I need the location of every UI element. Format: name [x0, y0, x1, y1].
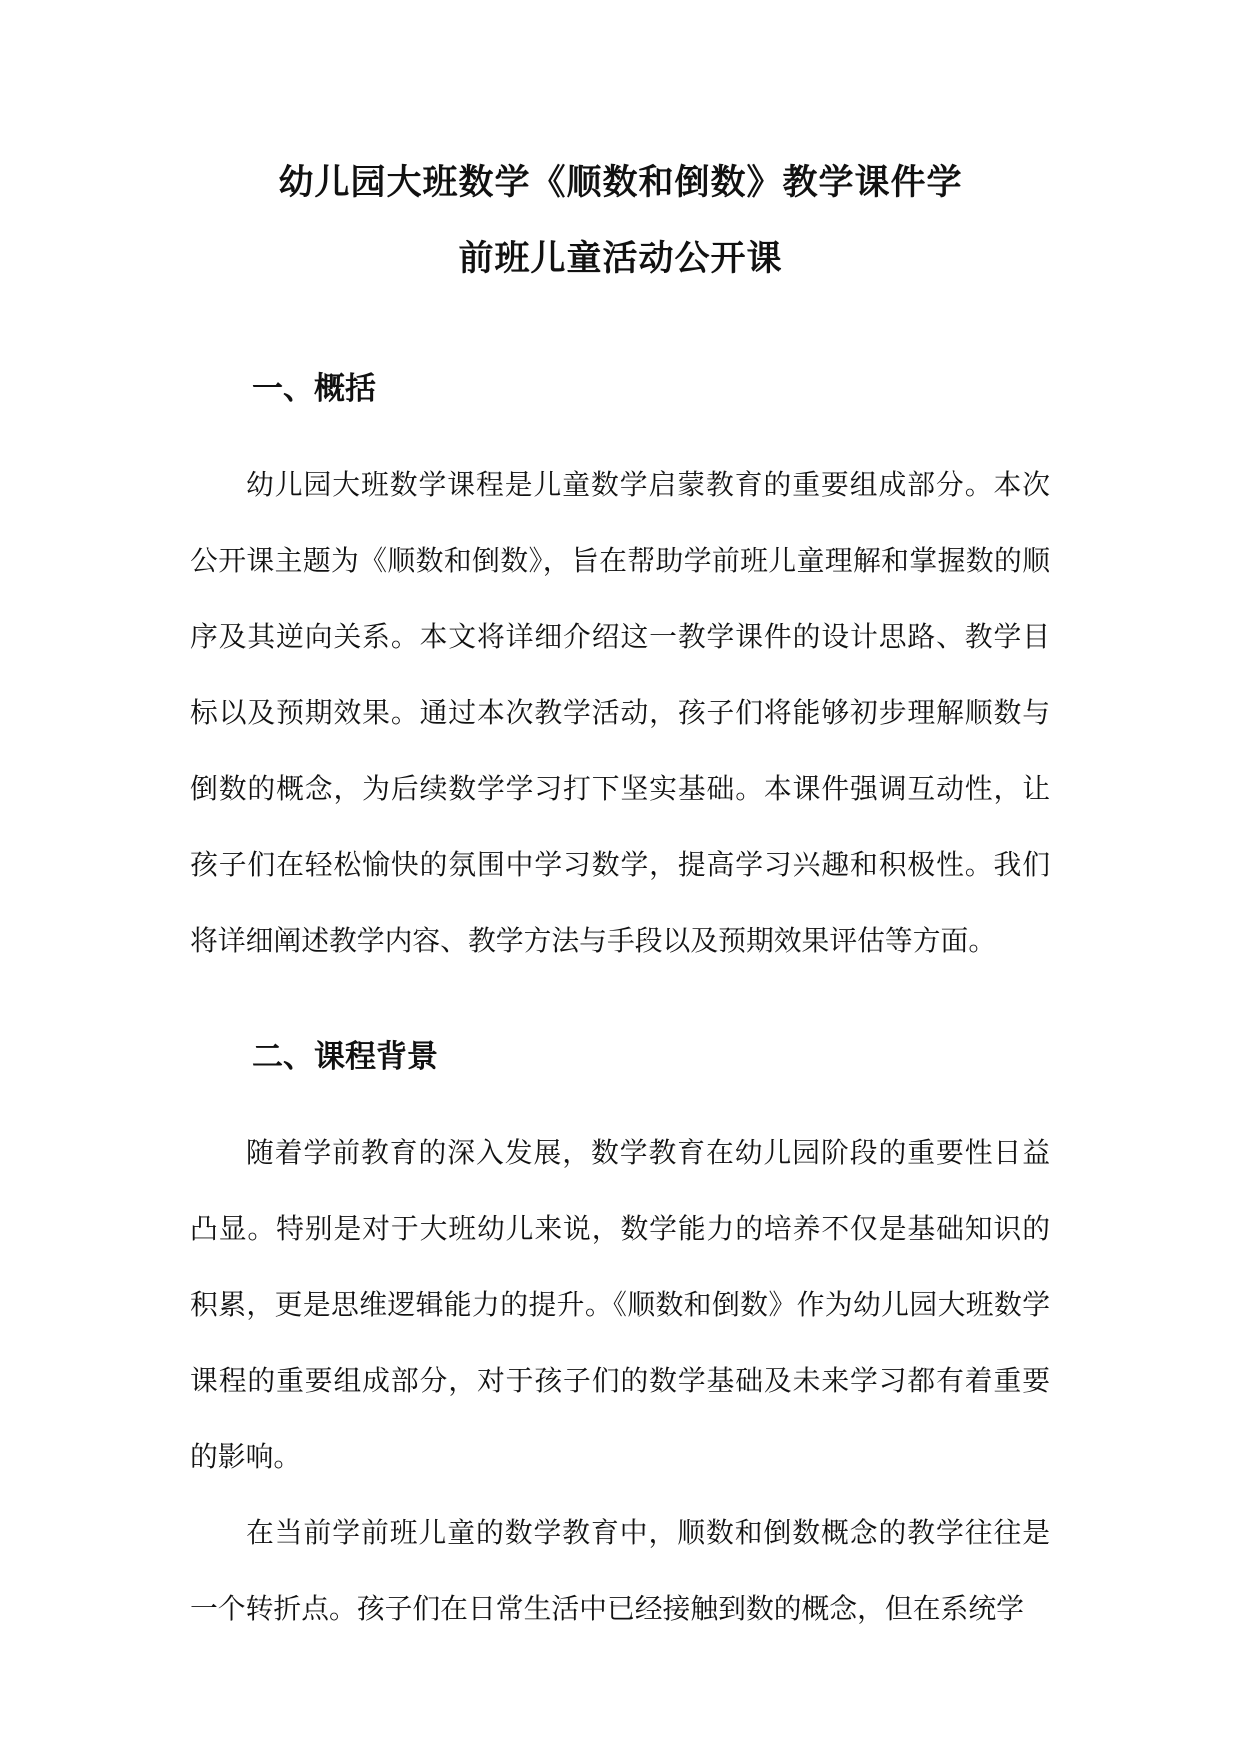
- section-heading-background: 二、课程背景: [252, 1039, 438, 1075]
- paragraph: 幼儿园大班数学课程是儿童数学启蒙教育的重要组成部分。本次公开课主题为《顺数和倒数》，旨在帮助学前班儿童理解和掌握数的顺序及其逆向关系。本文将详细介绍这一教学课件的设计思路、教学目标以及预期效果。通过本次教学活动，孩子们将能够初步理解顺数与倒数的概念，为后续数学学习打下坚实基础。本课件强调互动性，让孩子们在轻松愉快的氛围中学习数学，提高学习兴趣和积极性。我们将详细阐述教学内容、教学方法与手段以及预期效果评估等方面。: [190, 468, 1050, 957]
- paragraph: 随着学前教育的深入发展，数学教育在幼儿园阶段的重要性日益凸显。特别是对于大班幼儿来说，数学能力的培养不仅是基础知识的积累，更是思维逻辑能力的提升。《顺数和倒数》作为幼儿园大班数学课程的重要组成部分，对于孩子们的数学基础及未来学习都有着重要的影响。: [190, 1136, 1050, 1473]
- section-heading-overview: 一、概括: [252, 371, 376, 407]
- document-title-line-1: 幼儿园大班数学《顺数和倒数》教学课件学: [278, 163, 963, 203]
- paragraph: 在当前学前班儿童的数学教育中，顺数和倒数概念的教学往往是一个转折点。孩子们在日常生活中已经接触到数的概念，但在系统学: [190, 1516, 1050, 1625]
- document-title-line-2: 前班儿童活动公开课: [458, 239, 783, 279]
